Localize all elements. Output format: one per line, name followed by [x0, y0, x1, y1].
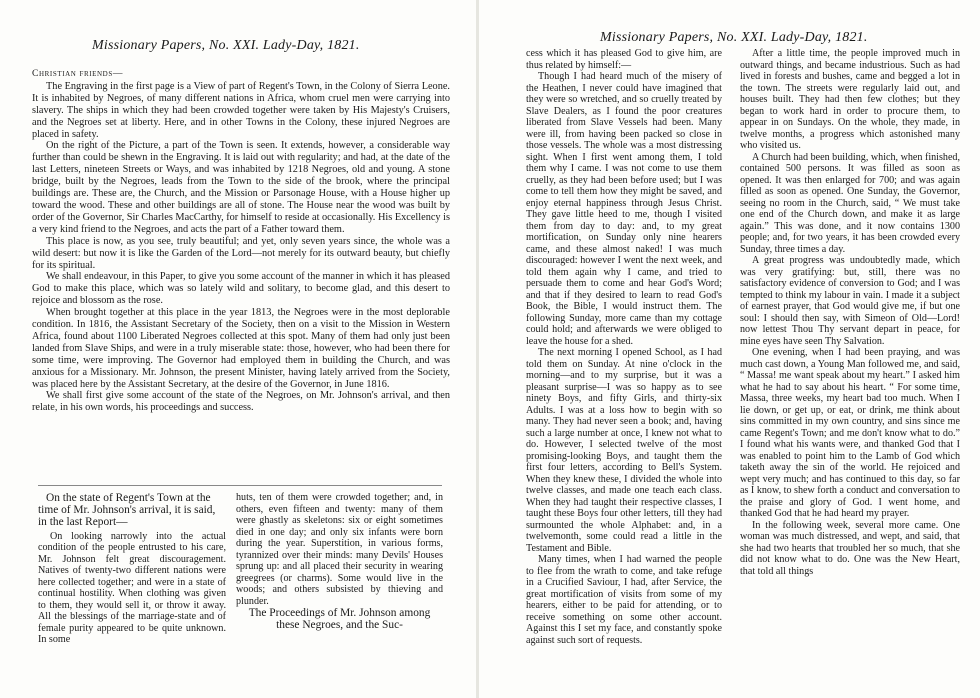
- proceedings-heading: The Proceedings of Mr. Johnson among these Negroes, and the Suc-: [248, 607, 431, 632]
- body-paragraph: One evening, when I had been praying, and was much cast down, a Young Man followed me, and said, “ Massa! me want speak about my heart.” I asked him what he had to say about his heart. “ For some time, Massa, three weeks, my heart bad too much. When I lie down, or get up, or eat, or drink, me think about sins committed in my own country, and sins since me came Regent's Town; and me don't know what to do.” I found what his wants were, and thanked God that I was enabled to point him to the Lamb of God which taketh away the sin of the world. He rejoiced and wept very much; and has continued to this day, so far as I know, to shew forth a conduct and conversation to the praise and glory of God. I went home, and thanked God that he had heard my prayer.: [740, 347, 960, 519]
- intro-paragraph: The Engraving in the first page is a View of part of Regent's Town, in the Colony of Sierra Leone. It is inhabited by Negroes, of many different nations in Africa, whom cruel men were carrying into slavery. The ships in which they had been crowded together were taken by His Majesty's Cruisers, and the Negroes set at liberty. Here, and in other Towns in the Colony, these injured Negroes are placed in safety.: [32, 80, 450, 140]
- body-paragraph: The next morning I opened School, as I had told them on Sunday. At nine o'clock in the morning—and to my surprise, but it was a pleasant surprise—I was so happy as to see ninety Boys, and fifty Girls, and thirty-six Adults. I was at a loss how to begin with so many. They had never seen a book; and, having such a large number at once, I knew not what to do. However, I selected twelve of the most promising-looking Boys, and taught them the first four letters, according to Bell's System. When they knew these, I divided the whole into twelve classes, and made one teach each class. When they had taught their respective classes, I taught these Boys four other letters, till they had surmounted the whole Alphabet: and, in a twelvemonth, some could read a little in the Testament and Bible.: [526, 347, 722, 554]
- intro-paragraph: We shall endeavour, in this Paper, to give you some account of the manner in which it has pleased God to make this place, which was so lately wild and solitary, to become glad, and this desert to rejoice and blossom as the rose.: [32, 271, 450, 307]
- section-heading: On the state of Regent's Town at the time of Mr. Johnson's arrival, it is said, in the last Report—: [38, 492, 216, 529]
- salutation: Christian friends—: [32, 68, 124, 79]
- intro-paragraph: We shall first give some account of the state of the Negroes, on Mr. Johnson's arrival, and then relate, in his own words, his proceedings and success.: [32, 390, 450, 414]
- body-paragraph: A Church had been building, which, when finished, contained 500 persons. It was filled as soon as opened. It was then enlarged for 700; and was again filled as soon as opened. One Sunday, the Governor, seeing no room in the Church, said, “ We must take one end of the Church down, and make it as large again.” This was done, and it now contains 1300 people; and, for two years, it has been crowded every Sunday, three times a day.: [740, 151, 961, 255]
- body-paragraph: Though I had heard much of the misery of the Heathen, I never could have imagined that they were so wretched, and so cruelly treated by Slave Dealers, as I found the poor creatures liberated from Slave Vessels had been. Many were ill, from having been packed so close in those vessels. The whole was a most distressing sight. When I first went among them, I told them why I came. I was not come to use them cruelly, as they had been before used; but I was come to tell them how they might be saved, and enjoy eternal happiness through Jesus Christ. They gave little heed to me, though I visited them from day to day: and, to my great mortification, on Sunday only nine hearers came, and these almost naked! I was much discouraged: however I went the next week, and told them again why I came, and tried to persuade them to come and hear God's Word; and that if they desired to learn to read God's Book, the Bible, I would instruct them. The following Sunday, more came than my cottage could hold; and afterwards we were obliged to leave the house for a shed.: [526, 71, 722, 347]
- intro-paragraph: When brought together at this place in the year 1813, the Negroes were in the most deplorable condition. In 1816, the Assistant Secretary of the Society, then on a visit to the Mission in Western Africa, found about 1100 Liberated Negroes collected at this spot. Many of them had only just been landed from Slave Ships, and were in a truly miserable state: those, however, who had been there for some time, were improving. The Governor had employed them in building the Church, and was anxious for a Missionary. Mr. Johnson, the present Minister, having lately arrived from the Society, was placed here by the Assistant Secretary, at the desire of the Governor, in June 1816.: [32, 307, 450, 390]
- left-column-1: [38, 492, 226, 646]
- right-column-2: [740, 48, 960, 577]
- section-paragraph: huts, ten of them were crowded together; and, in others, even fifteen and twenty: many of them were ghastly as skeletons: six or eight sometimes died in one day; and only six infants were born during the year. Superstition, in various forms, tyrannized over their minds: many Devils' Houses sprung up: and all placed their security in wearing greegrees (or charms). Some would live in the woods; and others subsisted by thieving and plunder.: [236, 492, 443, 607]
- left-page: [0, 0, 478, 698]
- section-paragraph: On looking narrowly into the actual condition of the people entrusted to his care, Mr. Johnson felt great discouragement. Natives of twenty-two different nations were here collected together; and were in a state of continual hostility. When clothing was given to them, they would sell it, or throw it away. All the blessings of the marriage-state and of female purity appeared to be quite unknown. In some: [38, 530, 226, 646]
- body-paragraph: After a little time, the people improved much in outward things, and became industrious. Such as had lived in forests and bushes, came and begged a lot in the town. The streets were regularly laid out, and houses built. They had then few clothes; but they began to work hard in order to procure them, to appear in on Sundays. On the whole, they made, in twelve months, a progress which astonished many who visited us.: [740, 48, 960, 151]
- right-running-head: Missionary Papers, No. XXI. Lady-Day, 1821.: [600, 30, 868, 45]
- body-paragraph: A great progress was undoubtedly made, which was very gratifying: but, still, there was no satisfactory evidence of conversion to God; and I was tempted to think my labour in vain. I made it a subject of earnest prayer, that God would give me, if but one soul: I should then say, with Simeon of Old—Lord! now lettest Thou Thy servant depart in peace, for mine eyes have seen Thy Salvation.: [740, 255, 960, 347]
- intro-paragraph: This place is now, as you see, truly beautiful; and yet, only seven years since, the whole was a wild desert: but now it is like the Garden of the Lord—not merely for its outward beauty, but chiefly for its spiritual.: [32, 235, 450, 271]
- body-paragraph: Many times, when I had warned the people to flee from the wrath to come, and take refuge in a Crucified Saviour, I had, after Service, the great mortification of visits from some of my hearers, either to be paid for attending, or to receive something on some other account. Against this I set my face, and constantly spoke against such sort of requests.: [526, 554, 722, 646]
- body-paragraph: In the following week, several more came. One woman was much distressed, and wept, and said, that she had two hearts that troubled her so much, that she did not know what to do. One was the New Heart, that told all things: [740, 519, 960, 577]
- intro-section: [32, 68, 450, 414]
- right-column-1: [526, 48, 722, 646]
- right-page: [478, 0, 980, 698]
- body-paragraph: cess which it has pleased God to give him, are thus related by himself:—: [526, 48, 722, 71]
- intro-paragraph: On the right of the Picture, a part of the Town is seen. It extends, however, a considerable way further than could be shewn in the Engraving. It is laid out with regularity; and had, at the date of the last Letters, nineteen Streets or Ways, and was inhabited by 1218 Negroes, old and young. A stone bridge, built by the Negroes, leads from the Town to the side of the brook, where the principal buildings are. These are, the Church, and the Mission or Parsonage House, with a House higher up toward the wood. These and other buildings are all of stone. The House near the wood was built by order of the Governor, Sir Charles MacCarthy, for himself to reside at occasionally. His Excellency is a very kind friend to the Negroes, and acts the part of a Father toward them.: [32, 140, 451, 235]
- left-running-head: Missionary Papers, No. XXI. Lady-Day, 1821.: [92, 38, 360, 53]
- left-column-2: [236, 492, 443, 631]
- section-divider: [38, 485, 442, 486]
